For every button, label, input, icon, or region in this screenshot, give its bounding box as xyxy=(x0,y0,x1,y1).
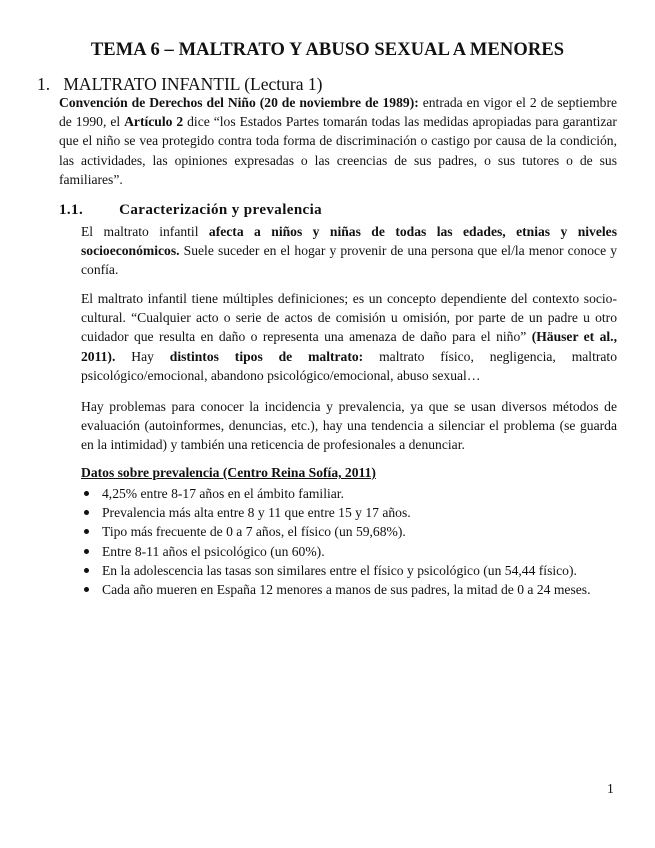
subsection-heading xyxy=(59,202,322,219)
types-paragraph xyxy=(81,289,617,385)
types-text-b: Hay xyxy=(115,348,170,364)
bullet-icon xyxy=(84,510,89,515)
convention-text-b: dice “los Estados Partes tomarán todas las medidas apropiadas para garantizar que el niño se vea protegido contra toda forma de discriminación o castigo por causa de la condición, las actividades, las opiniones expresadas o las creencias de sus padres, o sus tutores o de sus familiares”. xyxy=(59,114,617,187)
section-heading xyxy=(37,74,322,95)
list-item: Prevalencia más alta entre 8 y 11 que entre 15 y 17 años. xyxy=(81,503,617,522)
convention-bold: Convención de Derechos del Niño (20 de noviembre de 1989): xyxy=(59,95,419,110)
stats-title: Datos sobre prevalencia (Centro Reina Sofía, 2011) xyxy=(81,465,376,480)
bullet-icon xyxy=(84,587,89,592)
list-item: En la adolescencia las tasas son similares entre el físico y psicológico (un 54,44 físico). xyxy=(81,561,617,580)
types-bold: distintos tipos de maltrato: xyxy=(169,348,364,364)
problems-paragraph: Hay problemas para conocer la incidencia y prevalencia, ya que se usan diversos métodos de evaluación (autoinformes, denuncias, etc.), hay una tendencia a silenciar el problema (se guarda en la intimidad) y también una reticencia de profesionales a denunciar. xyxy=(81,399,617,453)
page-number: 1 xyxy=(607,781,614,796)
definition-text-a: El maltrato infantil xyxy=(81,224,209,239)
article-bold: Artículo 2 xyxy=(124,114,184,130)
subsection-title: Caracterización y prevalencia xyxy=(119,202,323,218)
list-item: Cada año mueren en España 12 menores a manos de sus padres, la mitad de 0 a 24 meses. xyxy=(81,580,617,599)
list-item: Entre 8-11 años el psicológico (un 60%). xyxy=(81,542,617,561)
definition-text-b: Suele suceder en el hogar y provenir de una persona que el/la menor conoce y confía. xyxy=(81,243,617,278)
list-item: Tipo más frecuente de 0 a 7 años, el físico (un 59,68%). xyxy=(81,522,617,541)
definition-paragraph xyxy=(81,222,617,280)
citation-bold: (Häuser et al., 2011). xyxy=(81,329,617,364)
bullet-icon xyxy=(84,568,89,573)
bullet-icon xyxy=(84,549,89,554)
convention-text-a: entrada en vigor el 2 de septiembre de 1990, el xyxy=(59,95,618,130)
list-item: 4,25% entre 8-17 años en el ámbito familiar. xyxy=(81,484,617,503)
section-number: 1. xyxy=(37,74,51,94)
section-title: MALTRATO INFANTIL xyxy=(63,74,240,94)
section-reading: (Lectura 1) xyxy=(244,74,323,94)
subsection-number: 1.1. xyxy=(59,202,84,218)
types-text-a: El maltrato infantil tiene múltiples definiciones; es un concepto dependiente del contexto socio-cultural. “Cualquier acto o serie de actos de comisión u omisión, por parte de un padre u otro cuidador que resulta en daño o representa una amenaza de daño para el niño” xyxy=(81,291,617,345)
bullet-icon xyxy=(84,529,89,534)
definition-bold: afecta a niños y niñas de todas las edades, etnias y niveles socioeconómicos. xyxy=(81,224,617,259)
stats-list xyxy=(81,484,617,599)
bullet-icon xyxy=(84,491,89,496)
types-text-c: maltrato físico, negligencia, maltrato psicológico/emocional, abandono psicológico/emocional, abuso sexual… xyxy=(81,348,617,383)
document-title: TEMA 6 – MALTRATO Y ABUSO SEXUAL A MENORES xyxy=(90,40,565,60)
convention-paragraph xyxy=(59,93,617,189)
